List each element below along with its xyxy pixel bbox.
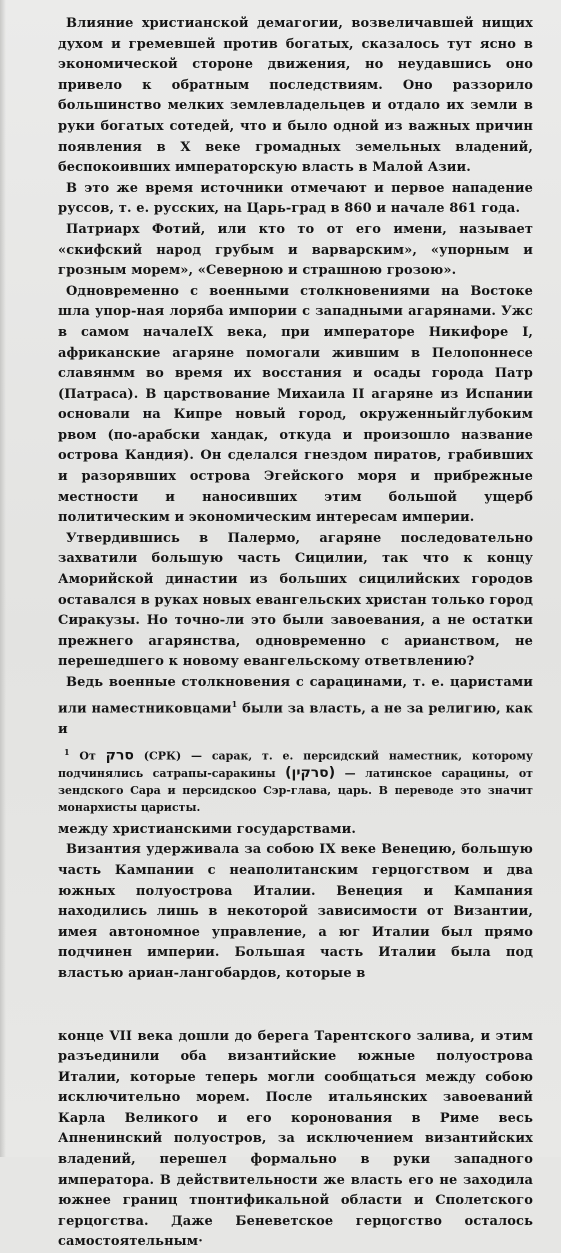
paragraph-saracens [58, 673, 533, 740]
continuation-line: между христианскими государствами. [58, 821, 356, 837]
page-break-gap [58, 985, 533, 1027]
paragraph-rus-attack: В это же время источники отмечают и первое нападение руссов, т. е. русских, на Царь-град в 860 и начале 861 года. [58, 180, 533, 217]
paragraph-sicily: Утвердившись в Палермо, агаряне последовательно захватили большую часть Сицилии, так что к концу Аморийской династии из больших сицилийских городов оставался в руках новых евангельских христан только город Сиракузы. Но точно-ли это были завоевания, а не остатки прежнего агарянства, одновременно с арианством, не перешедшего к новому евангельскому ответвлению? [58, 530, 533, 670]
footnote [58, 744, 533, 816]
paragraph-western-agarians: Одновременно с военными столкновениями на Востоке шла упор-ная лоряба импории с западными агарянами. Ужс в самом началеIX века, при императоре Никифоре I, африканские агаряне помогали жившим в Пелопоннесе славянмм во время их восстания и осады города Патр (Патраса). В царствование Михаила II агаряне из Испании основали на Кипре новый город, окруженныйглубоким рвом (по-арабски хандак, откуда и произошло название острова Кандия). Он сделался гнездом пиратов, грабивших и разорявших острова Эгейского моря и прибрежные местности и наносивших этим большой ущерб политическим и экономическим интересам империи. [58, 283, 533, 526]
footnote-hebrew-srk: סרק [105, 747, 134, 764]
paragraph-saracens-text: Ведь военные столкновения с сарацинами, т. е. царистами или наместниковцами [58, 675, 533, 716]
footnote-tail: — латинское сарацины, от зендского Сара и персидскоо Сэр-глава, царь. В переводе это значит монархисты царисты. [58, 766, 533, 814]
footnote-middle: (СРК) — сарак, т. е. персидский наместник, которому подчинялись сатрапы-саракины [58, 749, 533, 780]
footnote-hebrew-srkyn: (סרקין) [285, 764, 336, 781]
paragraph-saracens-text-after: были за власть, а не за религию, как и [58, 700, 534, 737]
paragraph-photius: Патриарх Фотий, или кто то от его имени, называет «скифский народ грубым и варварским», «упорным и грозным морем», «Северною и страшною грозою». [58, 221, 533, 279]
paragraph-lombards: конце VII века дошли до берега Тарентского залива, и этим разъединили оба византийские южные полуострова Италии, которые теперь могли сообщаться между собою исключительно морем. После итальянских завоеваний Карла Великого и его коронования в Риме весь Апненинский полуостров, за исключением византийских владений, перешел формально в руки западного императора. В действительности же власть его не заходила южнее границ тпонтификальной области и Сполетского герцогства. Даже Беневетское герцогство осталось самостоятельным· [58, 1028, 533, 1250]
footnote-marker: 1 [64, 747, 70, 758]
paragraph-demagogy: Влияние христианской демагогии, возвеличавшей нищих духом и гремевшей против богатых, сказалось тут ясно в экономической стороне движения, но неудавшись оно привело к обратным последствиям. Оно раззорило большинство мелких землевладельцев и отдало их земли в руки богатых сотедей, что и было одной из важных причин появления в X веке громадных земельных владений, беспокоивших императорскую власть в Малой Азии. [58, 16, 533, 176]
paragraph-byzantium-italy: Византия удерживала за собою IX веке Венецию, большую часть Кампании с неаполитанским герцогством и два южных полуострова Италии. Венеция и Кампания находились лишь в некоторой зависимости от Византии, имея автономное управление, а юг Италии был прямо подчинен империи. Большая часть Италии была под властью ариан-лангобардов, которые в [58, 842, 533, 981]
footnote-ref: 1 [231, 698, 238, 709]
footnote-lead: От [79, 749, 96, 763]
